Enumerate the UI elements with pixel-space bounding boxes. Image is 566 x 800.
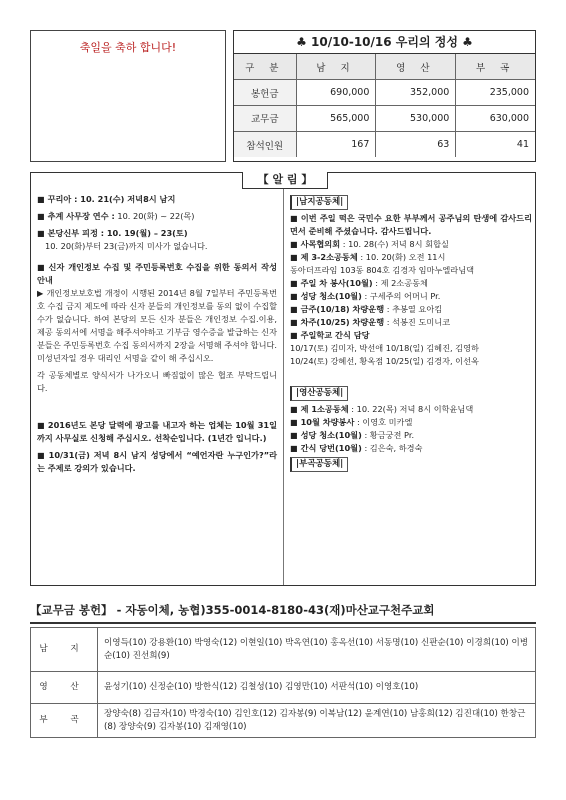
item-text: 이번 주일 떡은 국민수 요한 부부께서 공주님의 탄생에 감사드리면서 준비해 주셨습니다. 감사드립니다. — [290, 213, 532, 236]
row-label: 봉헌금 — [234, 80, 296, 106]
item-label: 금주(10/18) 차량운행 — [300, 304, 385, 314]
value-cell: 530,000 — [376, 106, 456, 132]
item-label: 사목협의회 — [300, 239, 341, 249]
item-label: 제 1소공동체 — [300, 404, 349, 414]
item-label: 주일학교 간식 담당 — [300, 330, 370, 340]
row-label: 참석인원 — [234, 131, 296, 157]
offering-row — [234, 131, 535, 157]
item-text: : 김은숙, 하경숙 — [361, 443, 423, 453]
community-label: 부 곡 — [31, 704, 98, 738]
notice-item — [290, 277, 532, 290]
item-text: : 제 2소공동체 — [372, 278, 428, 288]
notice-item — [37, 261, 277, 287]
greeting-box — [30, 30, 226, 162]
item-paragraph: ▶ 개인정보보호법 개정이 시행된 2014년 8월 7일부터 주민등록번호 수집 금지 제도에 따라 신자 분들의 개인정보를 동의 없이 수집할 수가 없습니다. 하여 본당의 모든 신자 분들은 개인정보 수집.이용,제공 동의서에 서명을 해주셔야하고 기부금 영수증을 발급하는 신자 분들은 주민등록번호 수집 동의서까지 2장을 서명해 주셔야 합니다. 미성년자일 경우 대리인 서명을 같이 해 주십시오. — [37, 288, 277, 363]
item-text: : 10. 20(화) 오전 11시 — [357, 252, 446, 262]
bullet-icon: ■ — [290, 292, 298, 301]
donation-table — [30, 627, 536, 738]
offering-row — [234, 80, 535, 106]
donation-header — [30, 602, 536, 624]
item-subtext: 10/24(토) 강혜선, 황옥점 10/25(일) 김경자, 이선옥 — [290, 356, 479, 366]
bullet-icon: ■ — [290, 305, 298, 314]
item-subtext: 10/17(토) 김미자, 박선애 10/18(일) 김혜진, 김영하 — [290, 343, 479, 353]
section-label-bugok: |부곡공동체| — [290, 457, 348, 472]
offering-title: ♣ 10/10-10/16 우리의 정성 ♣ — [234, 31, 535, 54]
notice-item — [290, 238, 532, 251]
item-label: 10월 차량봉사 — [300, 417, 355, 427]
value-cell: 690,000 — [296, 80, 376, 106]
donation-row — [31, 628, 536, 672]
bullet-icon: ■ — [290, 318, 298, 327]
bullet-icon: ■ — [290, 240, 298, 249]
value-cell: 167 — [296, 131, 376, 157]
bullet-icon: ■ — [37, 195, 45, 204]
bullet-icon: ■ — [290, 431, 298, 440]
item-subtext: 10. 20(화)부터 23(금)까지 미사가 없습니다. — [45, 241, 208, 251]
notice-item — [37, 210, 277, 223]
item-text: : 석봉진 도미니코 — [384, 317, 451, 327]
item-text: 10/31(금) 저녁 8시 남지 성당에서 “예언자란 누구인가?”라는 주제로 강의가 있습니다. — [37, 450, 277, 473]
notice-panel — [30, 172, 536, 586]
value-cell: 630,000 — [456, 106, 535, 132]
notice-item — [290, 429, 532, 442]
item-label: 제 3-2소공동체 — [300, 252, 358, 262]
notice-item — [290, 316, 532, 329]
bullet-icon: ■ — [37, 212, 45, 221]
donation-rule — [30, 622, 536, 624]
notice-item — [290, 303, 532, 316]
donation-row — [31, 704, 536, 738]
notice-item — [290, 290, 532, 303]
item-text: : 구세주의 어머니 Pr. — [361, 291, 441, 301]
notice-item — [290, 442, 532, 455]
notice-item — [37, 227, 277, 240]
section-label-yeongsan: |영산공동체| — [290, 386, 348, 401]
header-cell: 남 지 — [296, 54, 376, 80]
row-label: 교무금 — [234, 106, 296, 132]
bullet-icon: ■ — [290, 405, 298, 414]
greeting-text: 축일을 축하 합니다! — [79, 41, 177, 54]
donor-names: 이영득(10) 강용환(10) 박영숙(12) 이현일(10) 박옥연(10) 홍옥선(10) 서동명(10) 신판순(10) 이경희(10) 이병순(10) 진선희(9) — [98, 628, 536, 672]
header-cell: 부 곡 — [456, 54, 535, 80]
notice-title: 【 알 림 】 — [242, 172, 328, 189]
bullet-icon: ■ — [37, 263, 46, 272]
notice-left-column — [37, 193, 277, 475]
offering-panel — [233, 30, 536, 162]
notice-item — [37, 449, 277, 475]
bullet-icon: ■ — [290, 214, 298, 223]
item-text: : 10. 28(수) 저녁 8시 회합실 — [340, 239, 449, 249]
notice-item — [290, 403, 532, 416]
bullet-icon: ■ — [290, 418, 298, 427]
item-text: : 추봉열 요아킴 — [384, 304, 443, 314]
item-label: 차주(10/25) 차량운행 — [300, 317, 385, 327]
notice-item — [37, 193, 277, 206]
header-cell: 영 산 — [376, 54, 456, 80]
donation-title: 【교무금 봉헌】 — [30, 603, 113, 617]
notice-item — [290, 251, 532, 264]
item-label: 성당 청소(10월) — [300, 430, 362, 440]
item-label: 성당 청소(10월) — [300, 291, 362, 301]
item-text: 10. 20(화) ~ 22(목) — [114, 211, 195, 221]
value-cell: 63 — [376, 131, 456, 157]
item-text: : 황금궁전 Pr. — [361, 430, 415, 440]
section-label-namji: |남지공동체| — [290, 195, 348, 210]
value-cell: 41 — [456, 131, 535, 157]
donor-names: 윤성기(10) 신정순(10) 방한식(12) 김철성(10) 김영만(10) 서판석(10) 이영호(10) — [98, 672, 536, 704]
item-subtext: 동아더프라임 103동 804호 김경자 임마누엘라님댁 — [290, 265, 475, 275]
item-text: : 이영호 미카엘 — [354, 417, 413, 427]
notice-item — [290, 212, 532, 238]
offering-row — [234, 106, 535, 132]
item-label: 간식 당번(10월) — [300, 443, 362, 453]
item-text: 2016년도 본당 달력에 광고를 내고자 하는 업체는 10월 31일 까지 사무실로 신청해 주십시오. 선착순입니다. (1년간 입니다.) — [37, 420, 278, 443]
value-cell: 352,000 — [376, 80, 456, 106]
item-label: 추계 사무장 연수 : — [47, 211, 115, 221]
item-paragraph: 각 공동체별로 양식서가 나가오니 빠짐없이 많은 협조 부탁드립니다. — [37, 370, 277, 393]
community-label: 남 지 — [31, 628, 98, 672]
community-label: 영 산 — [31, 672, 98, 704]
bullet-icon: ■ — [290, 444, 298, 453]
donation-row — [31, 672, 536, 704]
value-cell: 565,000 — [296, 106, 376, 132]
bullet-icon: ■ — [37, 451, 46, 460]
offering-header-row — [234, 54, 535, 80]
header-cell: 구 분 — [234, 54, 296, 80]
item-label: 주일 차 봉사(10월) — [300, 278, 373, 288]
notice-item — [37, 419, 277, 445]
notice-item — [290, 329, 532, 342]
bullet-icon: ■ — [290, 331, 298, 340]
value-cell: 235,000 — [456, 80, 535, 106]
notice-item — [290, 416, 532, 429]
bullet-icon: ■ — [37, 229, 45, 238]
bullet-icon: ■ — [290, 279, 298, 288]
offering-table — [234, 54, 535, 157]
item-text: 꾸리아 : 10. 21(수) 저녁8시 남지 — [47, 194, 176, 204]
bullet-icon: ■ — [37, 421, 45, 430]
column-divider — [283, 189, 284, 585]
item-label: 본당신부 피정 : 10. 19(월) – 23(토) — [47, 228, 188, 238]
bullet-icon: ■ — [290, 253, 298, 262]
item-text: : 10. 22(목) 저녁 8시 이학윤님댁 — [348, 404, 474, 414]
donor-names: 장양숙(8) 김금자(10) 박경숙(10) 김인호(12) 김자봉(9) 이복남(12) 윤계연(10) 남홍희(12) 김진대(10) 한창근(8) 장양숙(9) 김자봉(10) 김재영(10) — [98, 704, 536, 738]
item-label: 신자 개인정보 수집 및 주민등록번호 수집을 위한 동의서 작성 안내 — [37, 262, 277, 285]
donation-detail: - 자동이체, 농협)355-0014-8180-43(재)마산교구천주교회 — [112, 603, 435, 617]
notice-right-column — [290, 193, 532, 474]
